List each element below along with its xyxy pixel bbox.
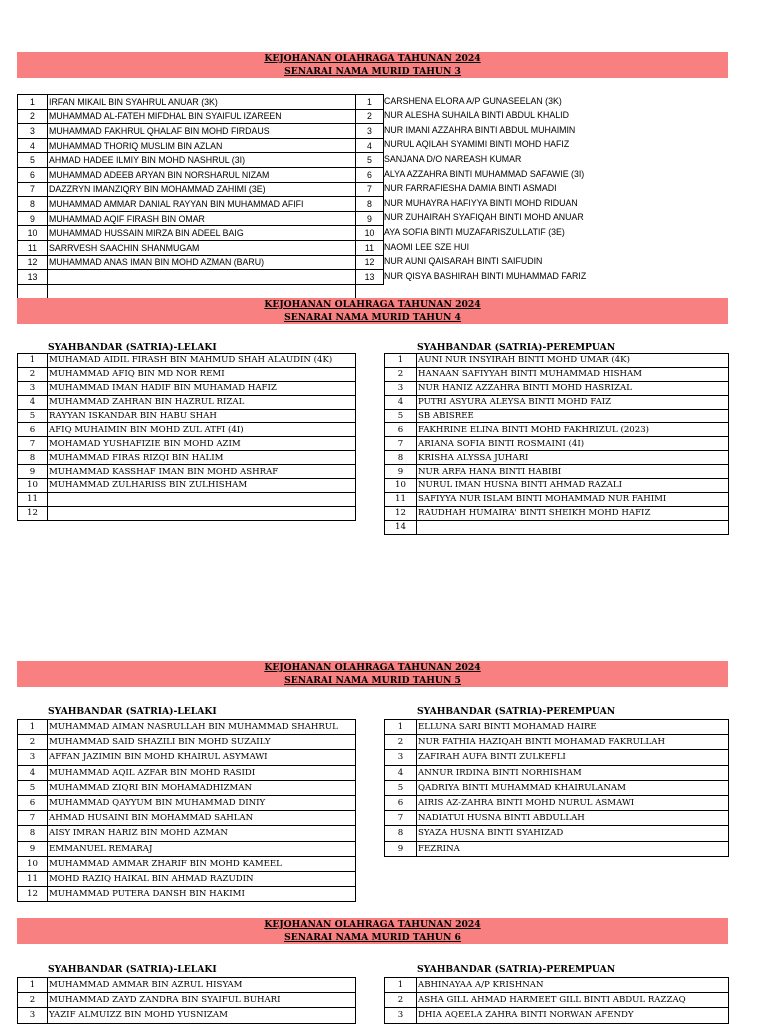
row-number: 2 [356,109,384,124]
student-name [48,492,356,506]
row-number: 14 [385,520,417,534]
table-row [385,780,729,795]
row-number: 9 [356,211,384,226]
student-name: AUNI NUR INSYIRAH BINTI MOHD UMAR (4K) [417,354,729,368]
student-name: MUHAMMAD AMMAR DANIAL RAYYAN BIN MUHAMMAD AFIFI [48,197,356,212]
table-row [385,409,729,423]
table-row [385,826,729,841]
section-header-tahun-6 [17,918,728,944]
table-row [18,354,356,368]
section-subtitle: SENARAI NAMA MURID TAHUN 6 [284,932,461,943]
student-name: FAKHRINE ELINA BINTI MOHD FAKHRIZUL (2023) [417,423,729,437]
row-number: 4 [18,395,48,409]
table-row [356,197,384,212]
row-number: 9 [385,465,417,479]
student-name: PUTRI ASYURA ALEYSA BINTI MOHD FAIZ [417,395,729,409]
row-number: 7 [18,182,48,197]
table-row [356,255,384,270]
student-name: NAOMI LEE SZE HUI [384,241,470,252]
student-name: NUR FATHIA HAZIQAH BINTI MOHAMAD FAKRULLAH [417,735,729,750]
row-number: 8 [18,451,48,465]
section-subtitle: SENARAI NAMA MURID TAHUN 5 [284,675,461,686]
student-name: NUR HANIZ AZZAHRA BINTI MOHD HASRIZAL [417,381,729,395]
student-name: MUHAMMAD ZIQRI BIN MOHAMADHIZMAN [48,780,356,795]
row-number: 9 [18,465,48,479]
row-number: 7 [385,811,417,826]
student-name: MUHAMMAD QAYYUM BIN MUHAMMAD DINIY [48,795,356,810]
table-row [18,735,356,750]
table-row [385,395,729,409]
table-row [18,479,356,493]
student-name: MUHAMMAD HUSSAIN MIRZA BIN ADEEL BAIG [48,226,356,241]
row-number: 8 [385,826,417,841]
table-tahun3-girls-numbers [355,94,384,285]
row-number: 11 [356,240,384,255]
table-row [385,841,729,856]
row-number: 8 [356,197,384,212]
student-name: MUHAMMAD FAKHRUL QHALAF BIN MOHD FIRDAUS [48,124,356,139]
table-row [385,437,729,451]
student-name: MUHAMMAD FIRAS RIZQI BIN HALIM [48,451,356,465]
table-row [18,167,356,182]
row-number: 7 [18,437,48,451]
student-name: NUR QISYA BASHIRAH BINTI MUHAMMAD FARIZ [384,270,587,281]
row-number: 12 [18,255,48,270]
row-number [18,284,48,299]
student-name: NURUL IMAN HUSNA BINTI AHMAD RAZALI [417,479,729,493]
table-row [18,381,356,395]
row-number: 6 [18,795,48,810]
section-title: KEJOHANAN OLAHRAGA TAHUNAN 2024 [264,919,481,930]
table-row [356,109,384,124]
row-number: 1 [385,720,417,735]
student-name: ASHA GILL AHMAD HARMEET GILL BINTI ABDUL RAZZAQ [417,993,729,1008]
row-number: 7 [18,811,48,826]
table-row [18,841,356,856]
row-number: 10 [18,226,48,241]
student-name [48,270,356,285]
row-number: 12 [385,506,417,520]
student-name: SARRVESH SAACHIN SHANMUGAM [48,240,356,255]
student-name: NUR FARRAFIESHA DAMIA BINTI ASMADI [384,183,557,194]
table-tahun6-boys [17,977,356,1024]
student-name: AISY IMRAN HARIZ BIN MOHD AZMAN [48,826,356,841]
row-number: 1 [385,354,417,368]
table-row [356,153,384,168]
row-number: 3 [385,381,417,395]
student-name: NUR ALESHA SUHAILA BINTI ABDUL KHALID [384,110,569,121]
row-number: 3 [356,124,384,139]
table-row [356,95,384,110]
row-number: 11 [18,240,48,255]
table-tahun4-girls [384,353,729,535]
student-name: NUR MUHAYRA HAFIYYA BINTI MOHD RIDUAN [384,197,578,208]
student-name: MUHAMMAD IMAN HADIF BIN MUHAMAD HAFIZ [48,381,356,395]
student-name: EMMANUEL REMARAJ [48,841,356,856]
student-name: MUHAMMAD ZULHARISS BIN ZULHISHAM [48,479,356,493]
student-name: SB ABISREE [417,409,729,423]
row-number: 3 [18,1008,48,1023]
row-number: 7 [385,437,417,451]
table-row [18,211,356,226]
table-row [385,720,729,735]
row-number: 3 [385,1008,417,1023]
table-row [385,423,729,437]
table-row [18,437,356,451]
row-number: 2 [18,367,48,381]
table-row [18,451,356,465]
section-subtitle: SENARAI NAMA MURID TAHUN 4 [284,312,461,323]
row-number: 1 [18,720,48,735]
table-row [385,367,729,381]
student-name: DHIA AQEELA ZAHRA BINTI NORWAN AFENDY [417,1008,729,1023]
table-row [18,1008,356,1023]
student-name: SYAZA HUSNA BINTI SYAHIZAD [417,826,729,841]
student-name: AHMAD HUSAINI BIN MOHAMMAD SAHLAN [48,811,356,826]
student-name: SANJANA D/O NAREASH KUMAR [384,153,522,164]
table-row [18,95,356,110]
table-row [385,993,729,1008]
row-number: 9 [18,841,48,856]
table-row [18,182,356,197]
student-name: AYA SOFIA BINTI MUZAFARISZULLATIF (3E) [384,226,565,237]
table-row [356,270,384,285]
student-name: ZAFIRAH AUFA BINTI ZULKEFLI [417,750,729,765]
row-number: 1 [385,978,417,993]
row-number: 4 [18,138,48,153]
student-name: MUHAMMAD AL-FATEH MIFDHAL BIN SYAIFUL IZAREEN [48,109,356,124]
row-number: 13 [18,270,48,285]
table-tahun3-boys [17,94,356,299]
table-row [385,811,729,826]
girls-heading-tahun-5: SYAHBANDAR (SATRIA)-PEREMPUAN [417,706,616,717]
table-row [356,240,384,255]
table-row [385,795,729,810]
row-number: 3 [385,750,417,765]
table-row [18,226,356,241]
student-name: MUHAMMAD SAID SHAZILI BIN MOHD SUZAILY [48,735,356,750]
section-title: KEJOHANAN OLAHRAGA TAHUNAN 2024 [264,662,481,673]
row-number: 6 [18,167,48,182]
row-number: 3 [18,124,48,139]
student-name: AHMAD HADEE ILMIY BIN MOHD NASHRUL (3I) [48,153,356,168]
row-number: 6 [18,423,48,437]
student-name: NADIATUI HUSNA BINTI ABDULLAH [417,811,729,826]
row-number: 1 [356,95,384,110]
table-row [18,826,356,841]
row-number: 10 [356,226,384,241]
row-number: 6 [385,795,417,810]
table-row [385,492,729,506]
student-name: MUHAMMAD AQIL AZFAR BIN MOHD RASIDI [48,765,356,780]
row-number: 7 [356,182,384,197]
row-number: 11 [18,492,48,506]
student-name: ABHINAYAA A/P KRISHNAN [417,978,729,993]
student-name: MUHAMMAD ANAS IMAN BIN MOHD AZMAN (BARU) [48,255,356,270]
student-name: AFFAN JAZIMIN BIN MOHD KHAIRUL ASYMAWI [48,750,356,765]
student-name: RAUDHAH HUMAIRA' BINTI SHEIKH MOHD HAFIZ [417,506,729,520]
boys-heading-tahun-4: SYAHBANDAR (SATRIA)-LELAKI [48,342,217,353]
student-name: MUHAMMAD AMMAR BIN AZRUL HISYAM [48,978,356,993]
table-row [18,124,356,139]
student-name: QADRIYA BINTI MUHAMMAD KHAIRULANAM [417,780,729,795]
table-row [385,465,729,479]
boys-heading-tahun-5: SYAHBANDAR (SATRIA)-LELAKI [48,706,217,717]
table-row [385,381,729,395]
row-number: 5 [18,153,48,168]
row-number: 9 [18,211,48,226]
student-name: MOHD RAZIQ HAIKAL BIN AHMAD RAZUDIN [48,871,356,886]
row-number: 6 [385,423,417,437]
table-tahun4-boys [17,353,356,521]
table-row [18,871,356,886]
row-number: 3 [18,381,48,395]
student-name: HANAAN SAFIYYAH BINTI MUHAMMAD HISHAM [417,367,729,381]
table-row [385,506,729,520]
row-number: 8 [385,451,417,465]
student-name [417,520,729,534]
student-name: AFIQ MUHAIMIN BIN MOHD ZUL ATFI (4I) [48,423,356,437]
table-row [385,1008,729,1023]
table-row [18,255,356,270]
student-name: MUHAMMAD THORIQ MUSLIM BIN AZLAN [48,138,356,153]
table-row [18,795,356,810]
table-row [18,978,356,993]
girls-heading-tahun-4: SYAHBANDAR (SATRIA)-PEREMPUAN [417,342,616,353]
student-name: KRISHA ALYSSA JUHARI [417,451,729,465]
row-number: 5 [18,409,48,423]
student-name: DAZZRYN IMANZIQRY BIN MOHAMMAD ZAHIMI (3E) [48,182,356,197]
row-number: 10 [18,479,48,493]
row-number: 5 [18,780,48,795]
table-row [385,978,729,993]
table-tahun6-girls [384,977,729,1024]
student-name: MUHAMAD AIDIL FIRASH BIN MAHMUD SHAH ALAUDIN (4K) [48,354,356,368]
table-row [18,367,356,381]
section-title: KEJOHANAN OLAHRAGA TAHUNAN 2024 [264,53,481,64]
table-tahun5-boys [17,719,356,902]
row-number: 1 [18,95,48,110]
student-name [48,506,356,520]
student-name [48,284,356,299]
student-name: ARIANA SOFIA BINTI ROSMAINI (4I) [417,437,729,451]
row-number: 2 [385,735,417,750]
row-number: 5 [356,153,384,168]
student-name: IRFAN MIKAIL BIN SYAHRUL ANUAR (3K) [48,95,356,110]
table-row [18,993,356,1008]
row-number: 12 [18,506,48,520]
student-name: NUR IMANI AZZAHRA BINTI ABDUL MUHAIMIN [384,124,576,135]
section-header-tahun-3 [17,52,728,78]
student-name: ANNUR IRDINA BINTI NORHISHAM [417,765,729,780]
student-name: MUHAMMAD ZAYD ZANDRA BIN SYAIFUL BUHARI [48,993,356,1008]
table-row [18,492,356,506]
table-row [385,354,729,368]
section-title: KEJOHANAN OLAHRAGA TAHUNAN 2024 [264,299,481,310]
table-row [385,735,729,750]
row-number: 6 [356,167,384,182]
student-name: MUHAMMAD AFIQ BIN MD NOR REMI [48,367,356,381]
table-row [18,153,356,168]
row-number: 12 [356,255,384,270]
row-number: 2 [385,993,417,1008]
table-row [18,270,356,285]
table-row [18,765,356,780]
table-row [18,395,356,409]
table-row [18,887,356,902]
table-row [356,138,384,153]
student-name: CARSHENA ELORA A/P GUNASEELAN (3K) [384,95,562,106]
row-number: 2 [18,993,48,1008]
row-number: 4 [18,765,48,780]
boys-heading-tahun-6: SYAHBANDAR (SATRIA)-LELAKI [48,964,217,975]
table-row [385,520,729,534]
student-name: ELLUNA SARI BINTI MOHAMAD HAIRE [417,720,729,735]
row-number: 2 [385,367,417,381]
row-number: 4 [356,138,384,153]
table-row [18,109,356,124]
table-row [18,720,356,735]
table-row [18,409,356,423]
student-name: AIRIS AZ-ZAHRA BINTI MOHD NURUL ASMAWI [417,795,729,810]
table-row [18,423,356,437]
table-row [356,226,384,241]
table-row [18,780,356,795]
table-row [356,167,384,182]
table-row [356,182,384,197]
table-row [18,197,356,212]
row-number: 10 [385,479,417,493]
girls-heading-tahun-6: SYAHBANDAR (SATRIA)-PEREMPUAN [417,964,616,975]
table-row [18,240,356,255]
table-row [18,506,356,520]
table-row [18,856,356,871]
student-name: MUHAMMAD PUTERA DANSH BIN HAKIMI [48,887,356,902]
row-number: 1 [18,978,48,993]
section-subtitle: SENARAI NAMA MURID TAHUN 3 [284,66,461,77]
table-row [18,750,356,765]
student-name: MUHAMMAD AQIF FIRASH BIN OMAR [48,211,356,226]
table-row [18,811,356,826]
student-name: RAYYAN ISKANDAR BIN HABU SHAH [48,409,356,423]
student-name: NUR AUNI QAISARAH BINTI SAIFUDIN [384,256,543,267]
student-name: MUHAMMAD KASSHAF IMAN BIN MOHD ASHRAF [48,465,356,479]
student-name: MUHAMMAD ADEEB ARYAN BIN NORSHARUL NIZAM [48,167,356,182]
row-number: 9 [385,841,417,856]
table-tahun5-girls [384,719,729,857]
student-name: MUHAMMAD AMMAR ZHARIF BIN MOHD KAMEEL [48,856,356,871]
row-number: 4 [385,765,417,780]
row-number: 8 [18,197,48,212]
row-number: 11 [18,871,48,886]
student-name: YAZIF ALMUIZZ BIN MOHD YUSNIZAM [48,1008,356,1023]
table-row [356,211,384,226]
row-number: 5 [385,780,417,795]
student-name: SAFIYYA NUR ISLAM BINTI MOHAMMAD NUR FAHIMI [417,492,729,506]
student-name: MUHAMMAD AIMAN NASRULLAH BIN MUHAMMAD SHAHRUL [48,720,356,735]
row-number: 13 [356,270,384,285]
row-number: 8 [18,826,48,841]
section-header-tahun-5 [17,661,728,687]
table-row [18,284,356,299]
student-name: NUR ARFA HANA BINTI HABIBI [417,465,729,479]
student-name: NURUL AQILAH SYAMIMI BINTI MOHD HAFIZ [384,139,570,150]
student-name: ALYA AZZAHRA BINTI MUHAMMAD SAFAWIE (3I) [384,168,585,179]
table-row [356,124,384,139]
table-row [18,138,356,153]
row-number: 4 [385,395,417,409]
student-name: MOHAMAD YUSHAFIZIE BIN MOHD AZIM [48,437,356,451]
table-row [18,465,356,479]
table-row [385,750,729,765]
row-number: 5 [385,409,417,423]
row-number: 1 [18,354,48,368]
table-row [385,765,729,780]
student-name: FEZRINA [417,841,729,856]
table-row [385,479,729,493]
student-name: NUR ZUHAIRAH SYAFIQAH BINTI MOHD ANUAR [384,212,584,223]
row-number: 2 [18,735,48,750]
section-header-tahun-4 [17,298,728,324]
student-name: MUHAMMAD ZAHRAN BIN HAZRUL RIZAL [48,395,356,409]
row-number: 12 [18,887,48,902]
row-number: 2 [18,109,48,124]
row-number: 3 [18,750,48,765]
row-number: 11 [385,492,417,506]
row-number: 10 [18,856,48,871]
table-row [385,451,729,465]
